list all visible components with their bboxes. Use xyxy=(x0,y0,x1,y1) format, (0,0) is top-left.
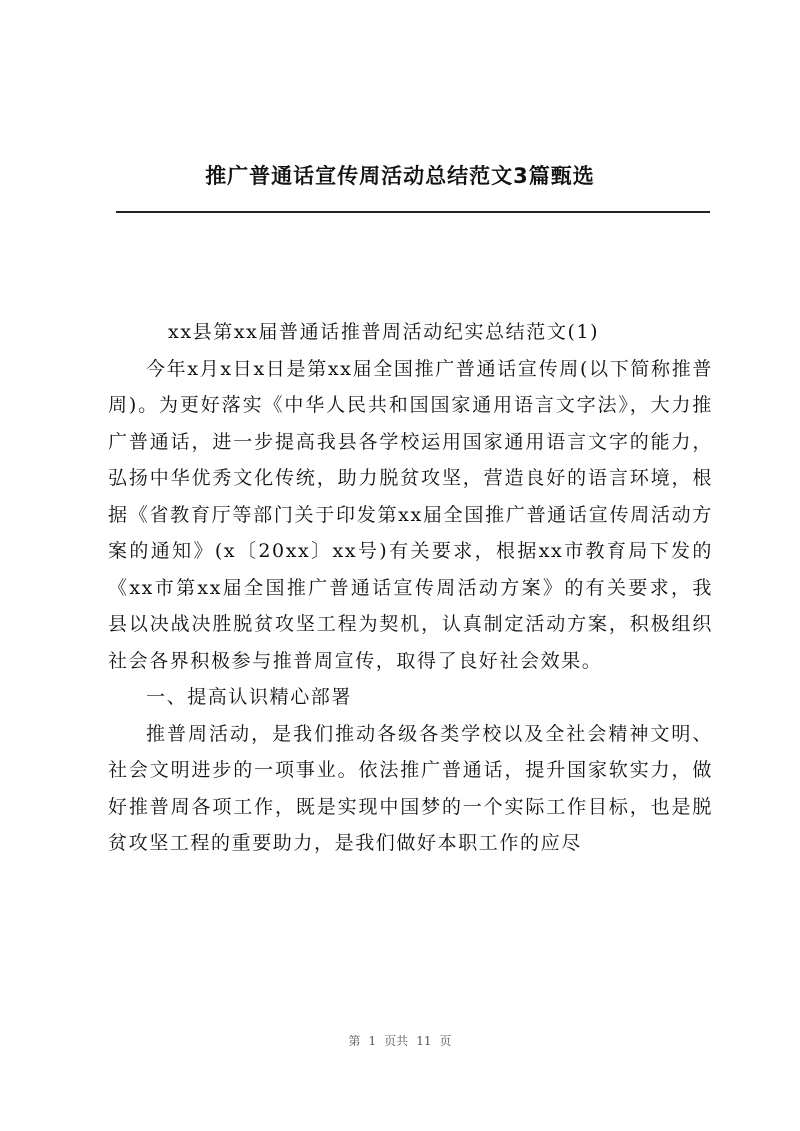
document-title: 推广普通话宣传周活动总结范文3篇甄选 xyxy=(205,164,595,188)
footer-total-pages: 11 xyxy=(416,1034,432,1048)
page-footer xyxy=(0,1032,800,1049)
footer-suffix: 页 xyxy=(439,1034,452,1048)
paragraph-section-1: 推普周活动，是我们推动各级各类学校以及全社会精神文明、社会文明进步的一项事业。依法推广普通话，提升国家软实力，做好推普周各项工作，既是实现中国梦的一个实际工作目标，也是脱贫攻坚工程的重要助力，是我们做好本职工作的应尽 xyxy=(108,722,713,854)
footer-page-number: 1 xyxy=(368,1034,377,1048)
paragraph-intro: 今年x月x日x日是第xx届全国推广普通话宣传周(以下简称推普周)。为更好落实《中华人民共和国国家通用语言文字法》，大力推广普通话，进一步提高我县各学校运用国家通用语言文字的能力，弘扬中华优秀文化传统，助力脱贫攻坚，营造良好的语言环境，根据《省教育厅等部门关于印发第xx届全国推广普通话宣传周活动方案的通知》(x〔20xx〕xx号)有关要求，根据xx市教育局下发的《xx市第xx届全国推广普通话宣传周活动方案》的有关要求，我县以决战决胜脱贫攻坚工程为契机，认真制定活动方案，积极组织社会各界积极参与推普周宣传，取得了良好社会效果。 xyxy=(108,357,713,672)
section-heading-1: 一、提高认识精心部署 xyxy=(146,686,353,708)
title-underline xyxy=(116,211,710,213)
footer-prefix: 第 xyxy=(348,1034,361,1048)
section-subtitle: xx县第xx届普通话推普周活动纪实总结范文(1) xyxy=(168,321,600,343)
footer-middle: 页共 xyxy=(384,1034,409,1048)
document-body xyxy=(108,314,713,862)
